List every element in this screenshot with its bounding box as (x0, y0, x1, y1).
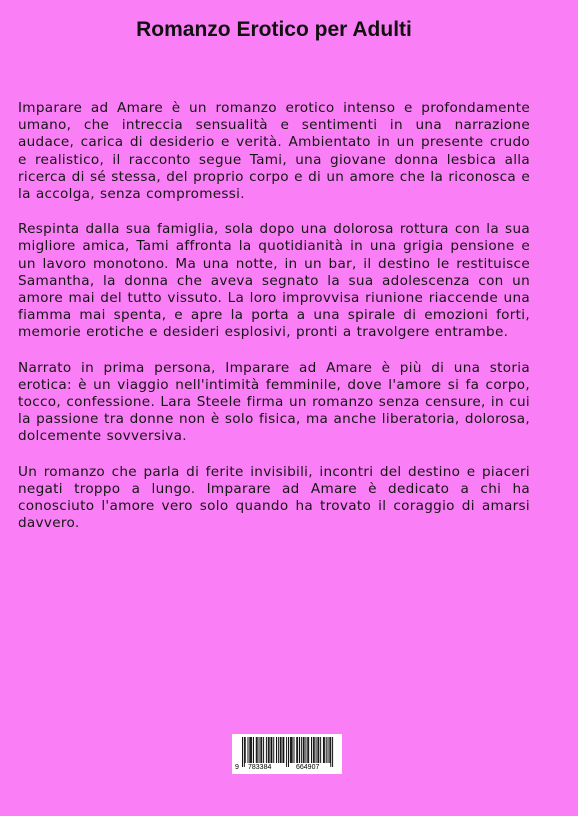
barcode-left-group: 783384 (248, 764, 272, 771)
barcode-right-group: 664907 (296, 764, 320, 771)
book-title: Romanzo Erotico per Adulti (136, 18, 412, 41)
barcode-digits (232, 764, 342, 774)
back-cover-blurb (18, 100, 530, 550)
blurb-paragraph-3: Narrato in prima persona, Imparare ad Amare è più di una storia erotica: è un viaggio nell'intimità femminile, dove l'amore si fa corpo, tocco, confessione. Lara Steele firma un romanzo senza censure, in cui la passione tra donne non è solo fisica, ma anche liberatoria, dolorosa, dolcemente sovversiva. (18, 359, 530, 445)
barcode-lead-digit: 9 (235, 764, 239, 771)
blurb-paragraph-1: Imparare ad Amare è un romanzo erotico intenso e profondamente umano, che intreccia sensualità e sentimenti in una narrazione audace, carica di desiderio e verità. Ambientato in un presente crudo e realistico, il racconto segue Tami, una giovane donna lesbica alla ricerca di sé stessa, del proprio corpo e di un amore che la riconosca e la accolga, senza compromessi. (18, 100, 530, 203)
blurb-paragraph-4: Un romanzo che parla di ferite invisibili, incontri del destino e piaceri negati troppo a lungo. Imparare ad Amare è dedicato a chi ha conosciuto l'amore vero solo quando ha trovato il coraggio di amarsi davvero. (18, 463, 530, 532)
blurb-paragraph-2: Respinta dalla sua famiglia, sola dopo una dolorosa rottura con la sua migliore amica, Tami affronta la quotidianità in una grigia pensione e un lavoro monotono. Ma una notte, in un bar, il destino le restituisce Samantha, la donna che aveva segnato la sua adolescenza con un amore mai del tutto vissuto. La loro improvvisa riunione riaccende una fiamma mai spenta, e apre la porta a una spirale di emozioni forti, memorie erotiche e desideri esplosivi, pronti a travolgere entrambe. (18, 221, 530, 341)
isbn-barcode (232, 734, 342, 774)
